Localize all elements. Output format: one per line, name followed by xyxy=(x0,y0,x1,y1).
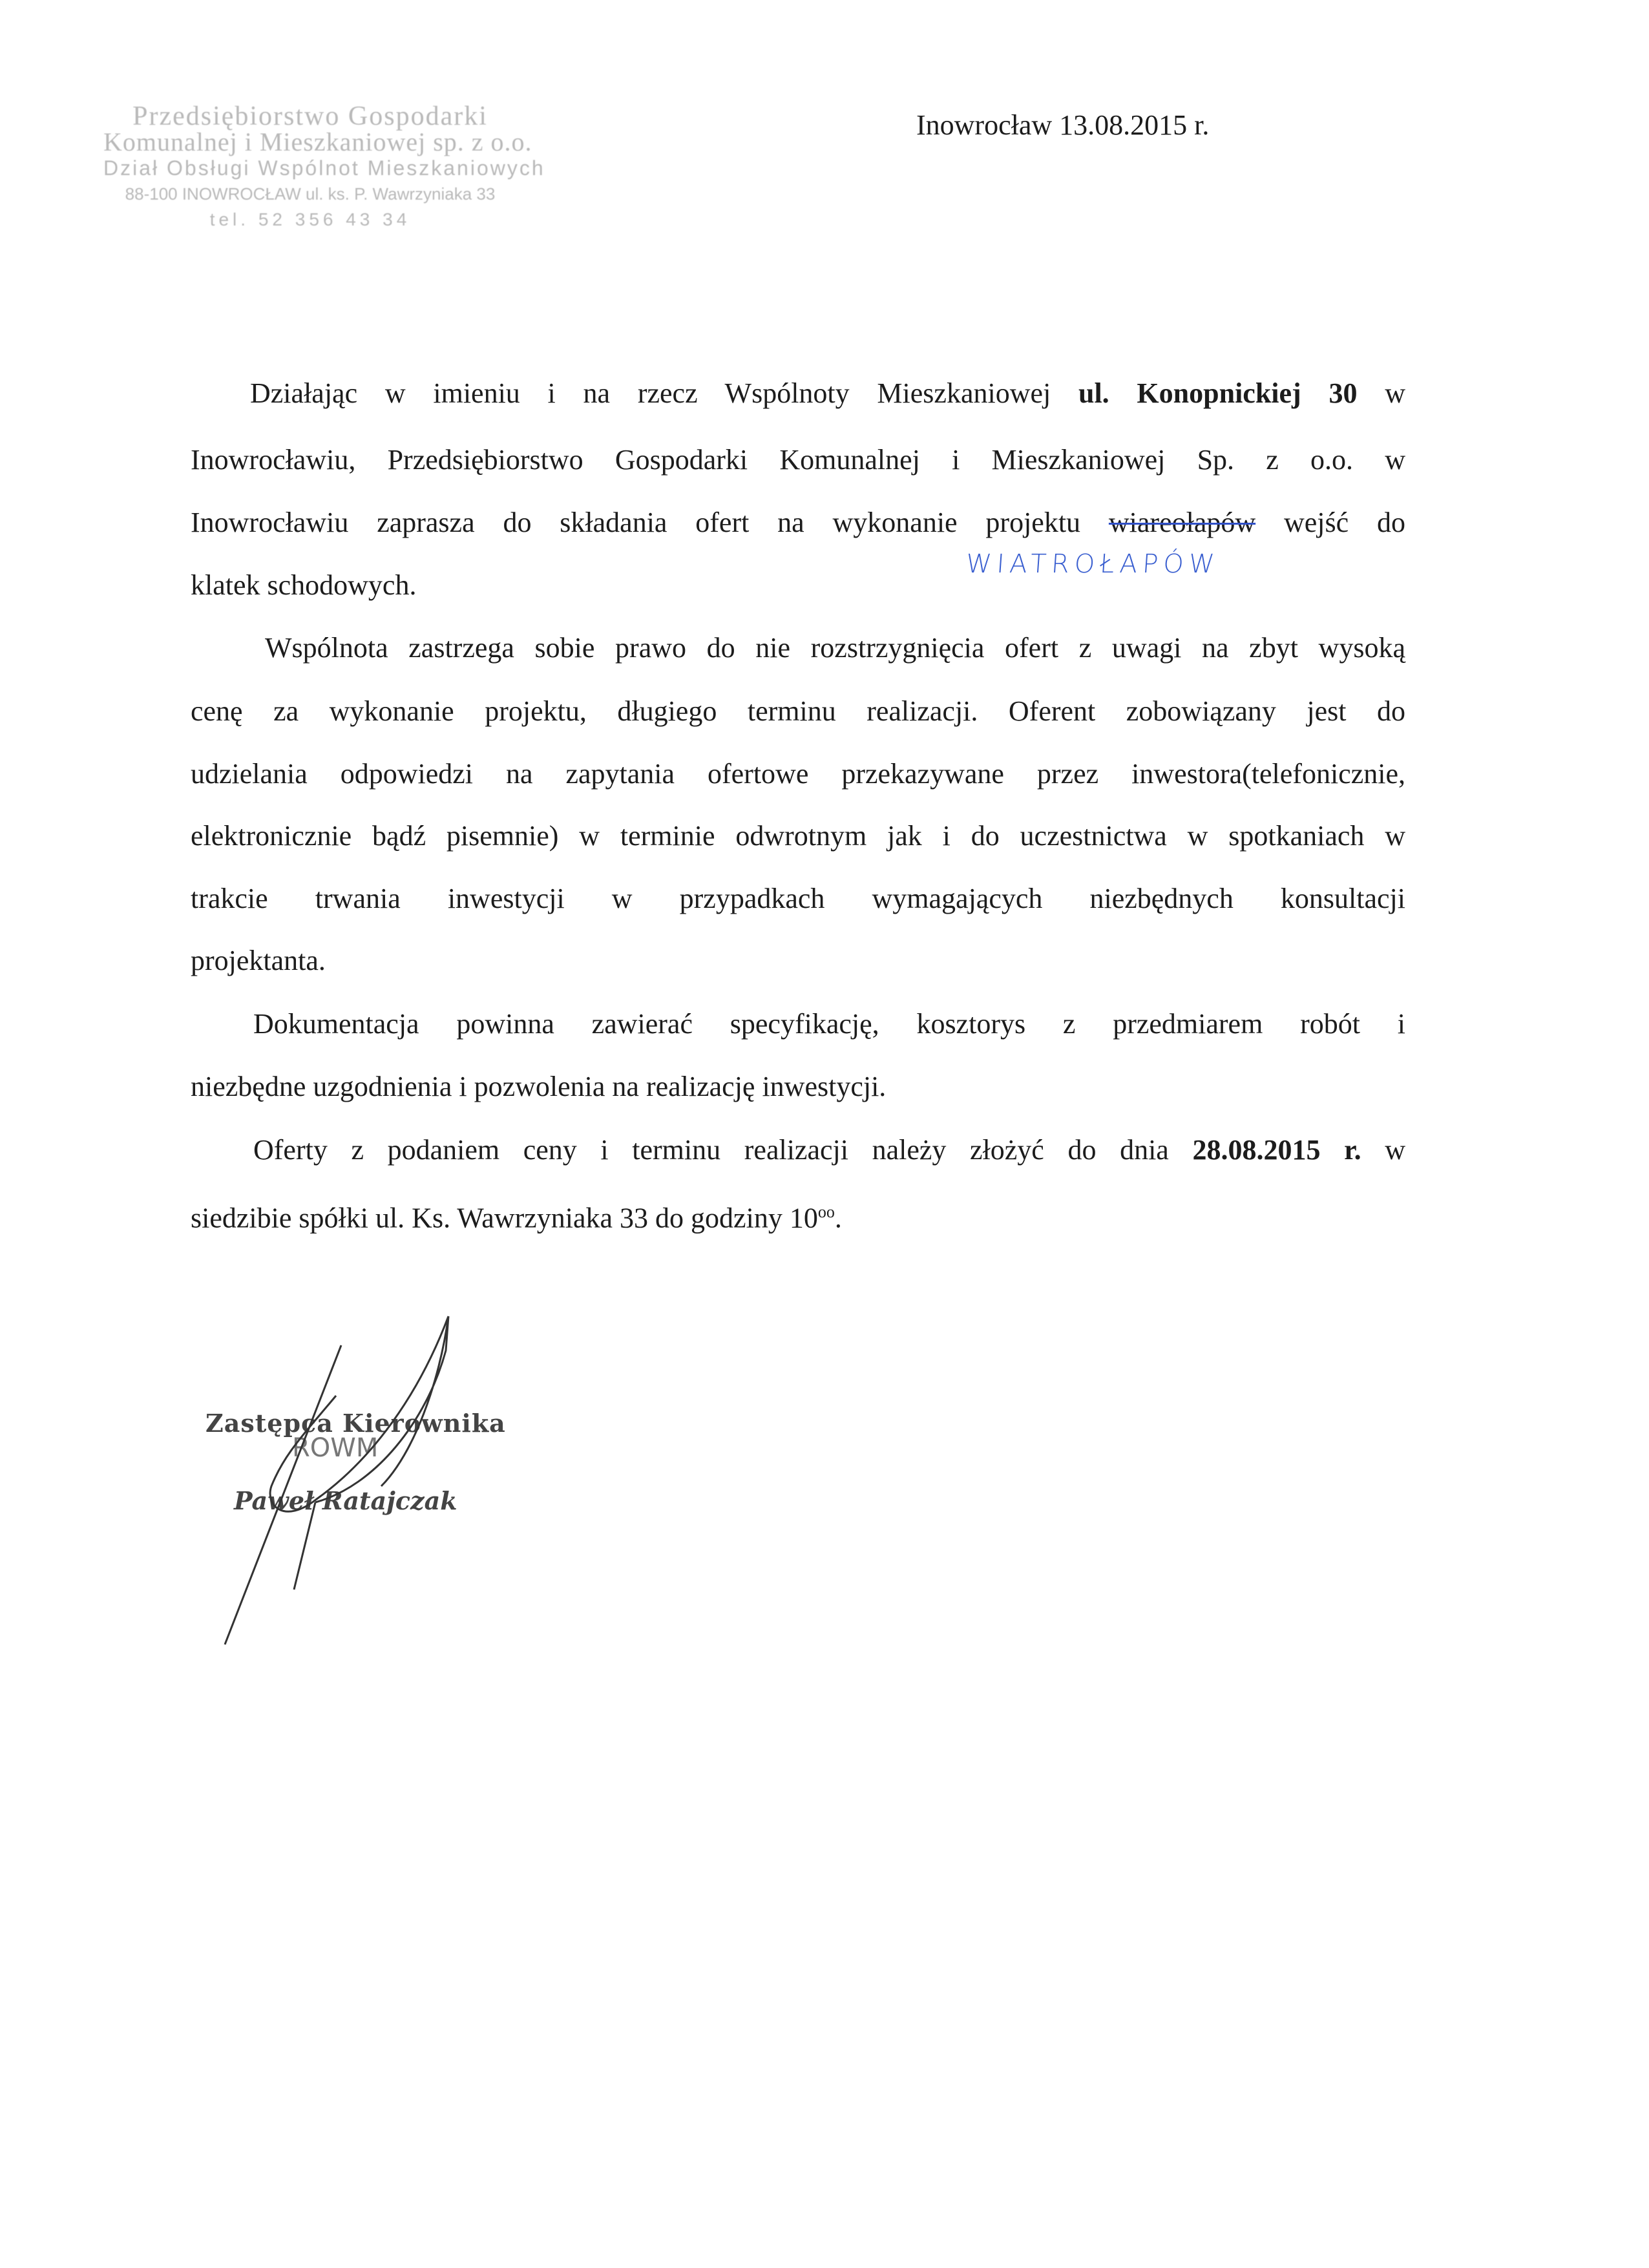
body-line: niezbędne uzgodnienia i pozwolenia na realizację inwestycji. xyxy=(191,1071,887,1102)
deadline-bold: 28.08.2015 r. xyxy=(1192,1134,1361,1166)
text: wejść do xyxy=(1255,507,1405,538)
struck-word: wiareołapów xyxy=(1108,507,1256,538)
text: w xyxy=(1357,377,1405,409)
body-line: cenę za wykonanie projektu, długiego terminu realizacji. Oferent zobowiązany jest do xyxy=(191,695,1405,727)
body-line: klatek schodowych. xyxy=(191,569,417,601)
superscript: oo xyxy=(817,1202,835,1221)
text: Działając w imieniu i na rzecz Wspólnoty Mieszkaniowej xyxy=(250,377,1078,409)
signature-stamp-name: Paweł Ratajczak xyxy=(234,1486,457,1515)
text: Oferty z podaniem ceny i terminu realizacji należy złożyć do dnia xyxy=(253,1134,1193,1166)
letter-date: Inowrocław 13.08.2015 r. xyxy=(916,109,1210,141)
text: w xyxy=(1361,1134,1405,1166)
signature-stamp-title: Zastępca Kierownika xyxy=(205,1409,506,1438)
body-line: Dokumentacja powinna zawierać specyfikację, kosztorys z przedmiarem robót i xyxy=(253,1008,1405,1040)
body-line: projektanta. xyxy=(191,945,326,976)
text: siedzibie spółki ul. Ks. Wawrzyniaka 33 do godziny 10 xyxy=(191,1202,818,1234)
address-bold: ul. Konopnickiej 30 xyxy=(1078,377,1358,409)
body-line: elektronicznie bądź pisemnie) w terminie odwrotnym jak i do uczestnictwa w spotkaniach w xyxy=(191,820,1405,852)
body-line: udzielania odpowiedzi na zapytania ofertowe przekazywane przez inwestora(telefonicznie, xyxy=(191,758,1405,790)
body-line: Inowrocławiu, Przedsiębiorstwo Gospodarki Komunalnej i Mieszkaniowej Sp. z o.o. w xyxy=(191,444,1405,476)
body-line: Wspólnota zastrzega sobie prawo do nie rozstrzygnięcia ofert z uwagi na zbyt wysoką xyxy=(265,632,1405,664)
stamp-line: 88-100 INOWROCŁAW ul. ks. P. Wawrzyniaka 33 xyxy=(125,184,496,204)
text: Inowrocławiu zaprasza do składania ofert na wykonanie projektu xyxy=(191,507,1109,538)
text: . xyxy=(834,1202,842,1234)
signature-stamp-unit: ROWM xyxy=(292,1433,379,1463)
handwritten-correction: WIATROŁAPÓW xyxy=(965,549,1221,579)
stamp-line: Komunalnej i Mieszkaniowej sp. z o.o. xyxy=(103,127,532,156)
stamp-line: Dział Obsługi Wspólnot Mieszkaniowych xyxy=(103,156,545,180)
body-line: trakcie trwania inwestycji w przypadkach wymagających niezbędnych konsultacji xyxy=(191,883,1405,914)
stamp-line: tel. 52 356 43 34 xyxy=(209,209,411,229)
stamp-line: Przedsiębiorstwo Gospodarki xyxy=(132,101,488,131)
